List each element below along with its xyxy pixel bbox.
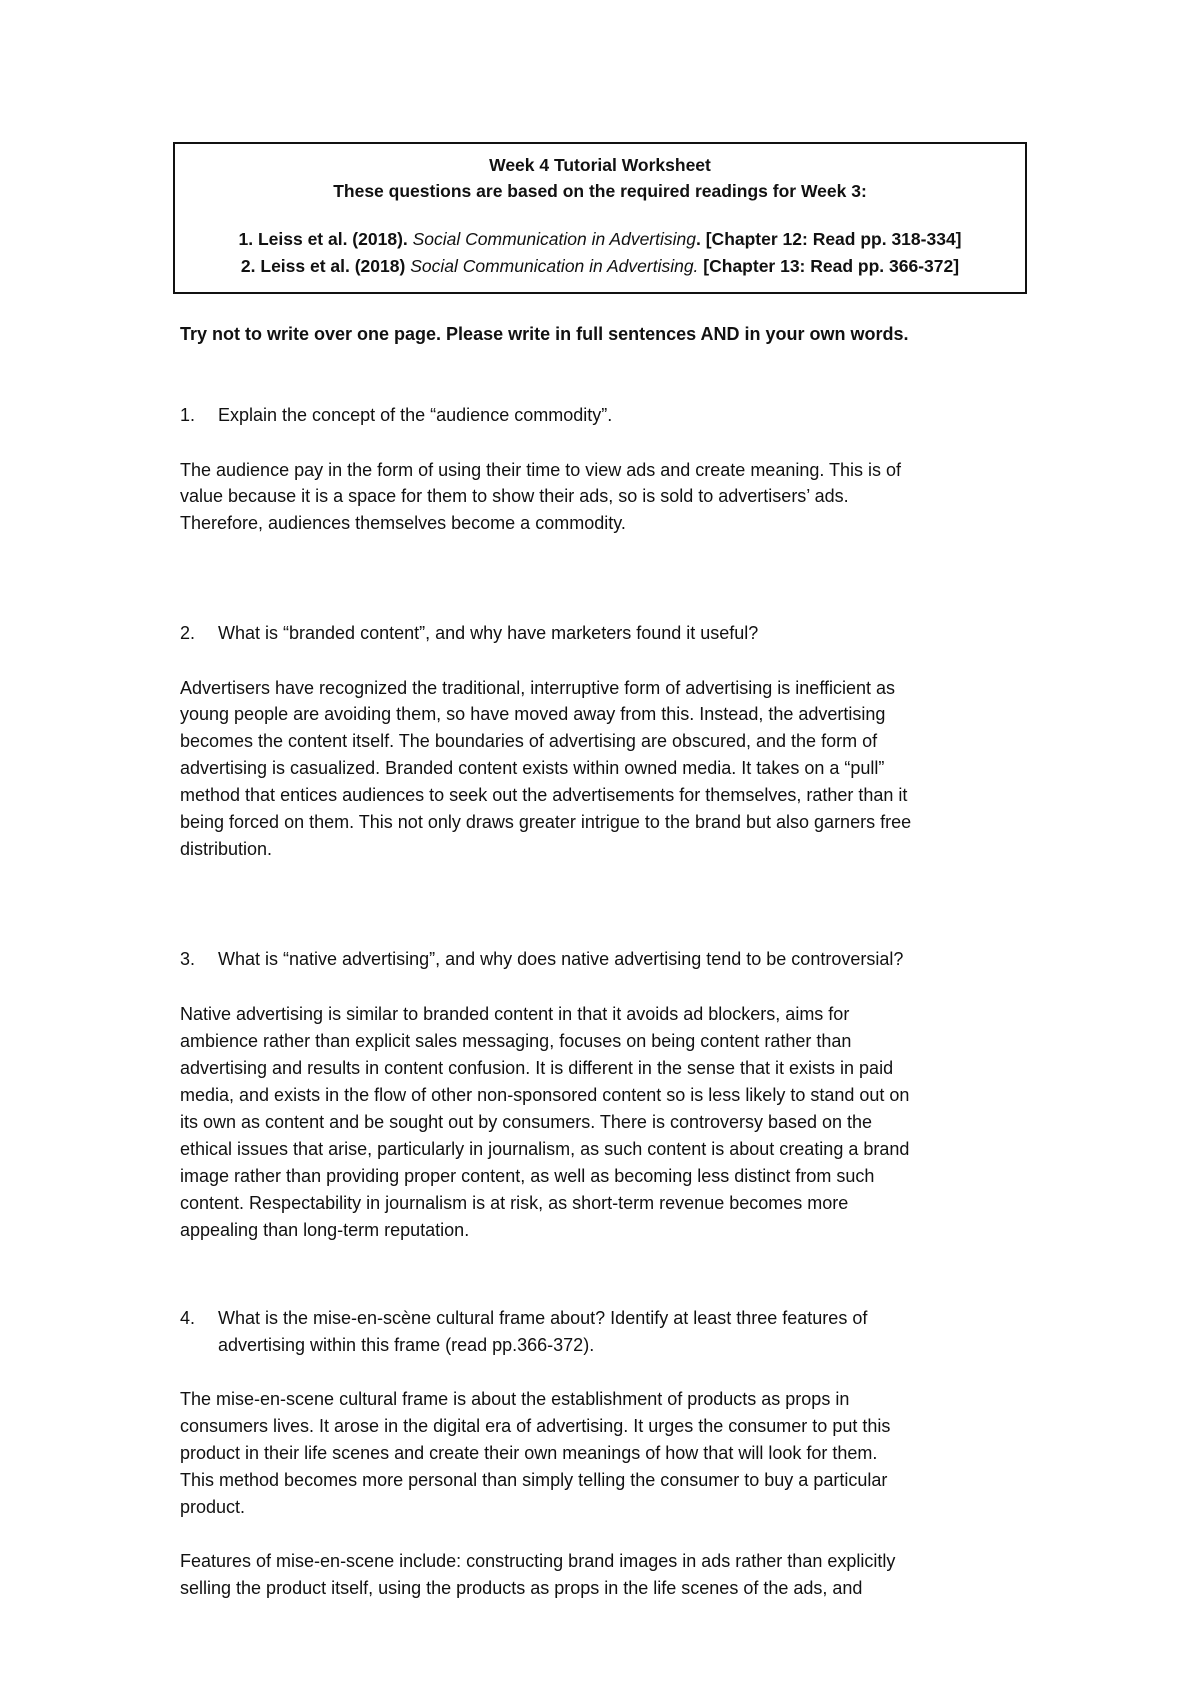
reading-2 bbox=[175, 255, 1025, 277]
answer-line: advertising is casualized. Branded content exists within owned media. It takes on a “pull” bbox=[180, 758, 885, 778]
question-3 bbox=[180, 946, 903, 972]
reading-1-prefix: 1. Leiss et al. (2018). bbox=[238, 229, 413, 249]
reading-2-prefix: 2. Leiss et al. (2018) bbox=[240, 256, 411, 276]
answer-line: product. bbox=[180, 1497, 246, 1517]
reading-2-title: Social Communication in Advertising. bbox=[410, 256, 699, 276]
answer-line: becomes the content itself. The boundaries of advertising are obscured, and the form of bbox=[180, 731, 878, 751]
question-number: 3. bbox=[180, 949, 196, 969]
question-text-continued: advertising within this frame (read pp.366-372). bbox=[218, 1335, 595, 1355]
question-text: What is “branded content”, and why have marketers found it useful? bbox=[218, 623, 759, 643]
answer-line: media, and exists in the flow of other non-sponsored content so is less likely to stand out on bbox=[180, 1085, 910, 1105]
question-text: What is “native advertising”, and why does native advertising tend to be controversial? bbox=[218, 949, 904, 969]
worksheet-title: Week 4 Tutorial Worksheet bbox=[489, 155, 711, 175]
answer-line: The mise-en-scene cultural frame is about the establishment of products as props in bbox=[180, 1389, 850, 1409]
reading-1-suffix: . [Chapter 12: Read pp. 318-334] bbox=[696, 229, 962, 249]
answer-line: advertising and results in content confusion. It is different in the sense that it exists in paid bbox=[180, 1058, 894, 1078]
answer-line: Advertisers have recognized the traditional, interruptive form of advertising is inefficient as bbox=[180, 678, 896, 698]
question-number: 4. bbox=[180, 1308, 196, 1328]
question-4 bbox=[180, 1305, 867, 1331]
answer-line: appealing than long-term reputation. bbox=[180, 1220, 470, 1240]
answer-line: being forced on them. This not only draws greater intrigue to the brand but also garners free bbox=[180, 812, 912, 832]
answer-line: content. Respectability in journalism is at risk, as short-term revenue becomes more bbox=[180, 1193, 849, 1213]
answer-line: distribution. bbox=[180, 839, 273, 859]
answer-line: image rather than providing proper content, as well as becoming less distinct from such bbox=[180, 1166, 875, 1186]
question-1 bbox=[180, 402, 612, 428]
question-2 bbox=[180, 620, 758, 646]
answer-line: product in their life scenes and create their own meanings of how that will look for them. bbox=[180, 1443, 878, 1463]
question-text: What is the mise-en-scène cultural frame about? Identify at least three features of bbox=[218, 1308, 868, 1328]
answer-line: method that entices audiences to seek out the advertisements for themselves, rather than it bbox=[180, 785, 908, 805]
instruction: Try not to write over one page. Please write in full sentences AND in your own words. bbox=[180, 324, 909, 344]
answer-line: ambience rather than explicit sales messaging, focuses on being content rather than bbox=[180, 1031, 852, 1051]
question-number: 2. bbox=[180, 623, 196, 643]
answer-line: ethical issues that arise, particularly in journalism, as such content is about creating a brand bbox=[180, 1139, 910, 1159]
answer-line: The audience pay in the form of using their time to view ads and create meaning. This is of bbox=[180, 460, 902, 480]
answer-line: consumers lives. It arose in the digital era of advertising. It urges the consumer to put this bbox=[180, 1416, 891, 1436]
answer-line: This method becomes more personal than simply telling the consumer to buy a particular bbox=[180, 1470, 888, 1490]
features-line: Features of mise-en-scene include: constructing brand images in ads rather than explicitly bbox=[180, 1551, 896, 1571]
answer-line: Native advertising is similar to branded content in that it avoids ad blockers, aims for bbox=[180, 1004, 850, 1024]
reading-1 bbox=[175, 228, 1025, 250]
question-text: Explain the concept of the “audience commodity”. bbox=[218, 405, 613, 425]
answer-line: Therefore, audiences themselves become a commodity. bbox=[180, 513, 626, 533]
reading-2-suffix: [Chapter 13: Read pp. 366-372] bbox=[698, 256, 960, 276]
worksheet-header-box bbox=[173, 142, 1027, 294]
features-line: selling the product itself, using the products as props in the life scenes of the ads, and bbox=[180, 1578, 863, 1598]
worksheet-subtitle: These questions are based on the required readings for Week 3: bbox=[333, 181, 867, 201]
answer-line: value because it is a space for them to show their ads, so is sold to advertisers’ ads. bbox=[180, 486, 849, 506]
reading-1-title: Social Communication in Advertising bbox=[412, 229, 696, 249]
question-number: 1. bbox=[180, 405, 196, 425]
answer-line: young people are avoiding them, so have moved away from this. Instead, the advertising bbox=[180, 704, 886, 724]
answer-line: its own as content and be sought out by consumers. There is controversy based on the bbox=[180, 1112, 873, 1132]
